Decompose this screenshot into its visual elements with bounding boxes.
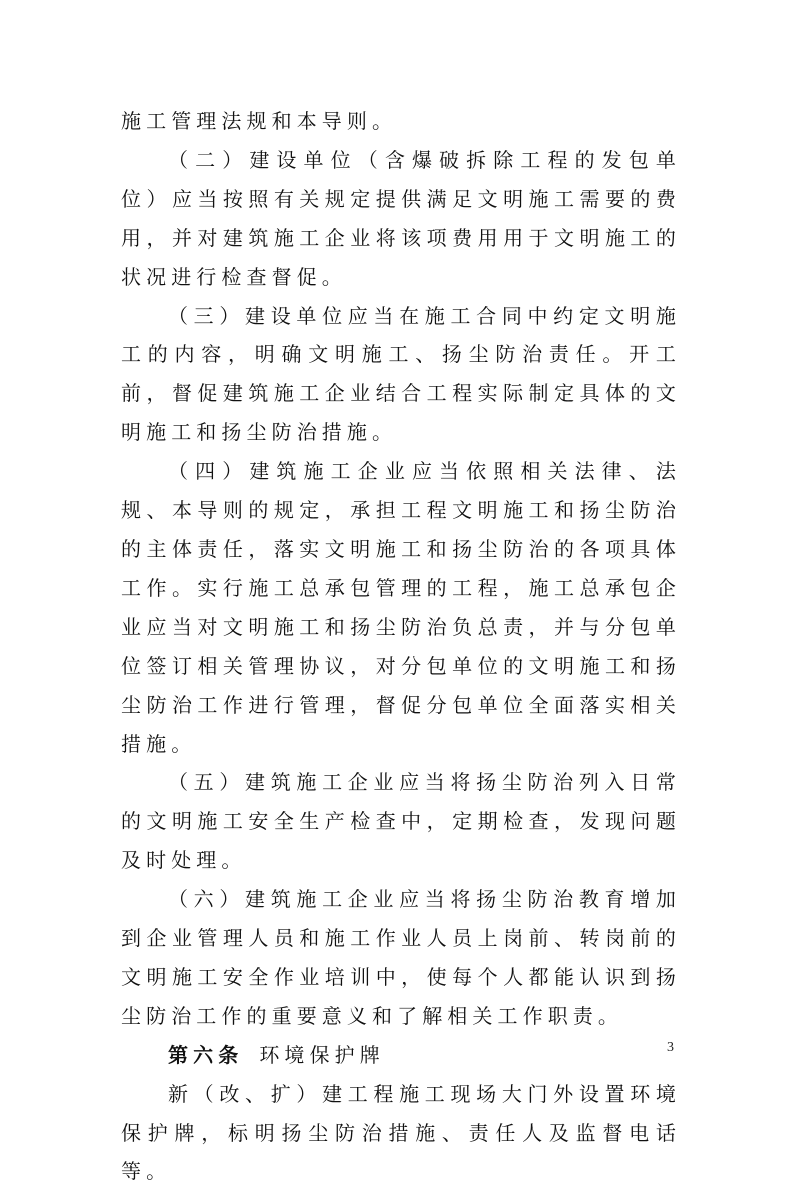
paragraph-item-5: （五）建筑施工企业应当将扬尘防治列入日常的文明施工安全生产检查中，定期检查，发现问题及时处理。 [121, 770, 681, 873]
paragraph-item-3: （三）建设单位应当在施工合同中约定文明施工的内容，明确文明施工、扬尘防治责任。开工前，督促建筑施工企业结合工程实际制定具体的文明施工和扬尘防治措施。 [121, 303, 681, 445]
document-body [121, 102, 681, 1191]
article-heading [121, 1036, 681, 1075]
paragraph-item-4: （四）建筑施工企业应当依照相关法律、法规、本导则的规定，承担工程文明施工和扬尘防治的主体责任，落实文明施工和扬尘防治的各项具体工作。实行施工总承包管理的工程，施工总承包企业应当对文明施工和扬尘防治负总责，并与分包单位签订相关管理协议，对分包单位的文明施工和扬尘防治工作进行管理，督促分包单位全面落实相关措施。 [121, 459, 681, 756]
article-number: 第六条 [168, 1042, 244, 1067]
paragraph-continuation: 施工管理法规和本导则。 [121, 109, 398, 133]
paragraph-item-6: （六）建筑施工企业应当将扬尘防治教育增加到企业管理人员和施工作业人员上岗前、转岗前的文明施工安全作业培训中，使每个人都能认识到扬尘防治工作的重要意义和了解相关工作职责。 [121, 887, 681, 1028]
paragraph-item-2: （二）建设单位（含爆破拆除工程的发包单位）应当按照有关规定提供满足文明施工需要的费用，并对建筑施工企业将该项费用用于文明施工的状况进行检查督促。 [121, 147, 681, 289]
article-title: 环境保护牌 [259, 1042, 385, 1067]
article-paragraph: 新（改、扩）建工程施工现场大门外设置环境保护牌，标明扬尘防治措施、责任人及监督电话等。 [121, 1081, 681, 1184]
page-number: 3 [667, 1040, 674, 1055]
